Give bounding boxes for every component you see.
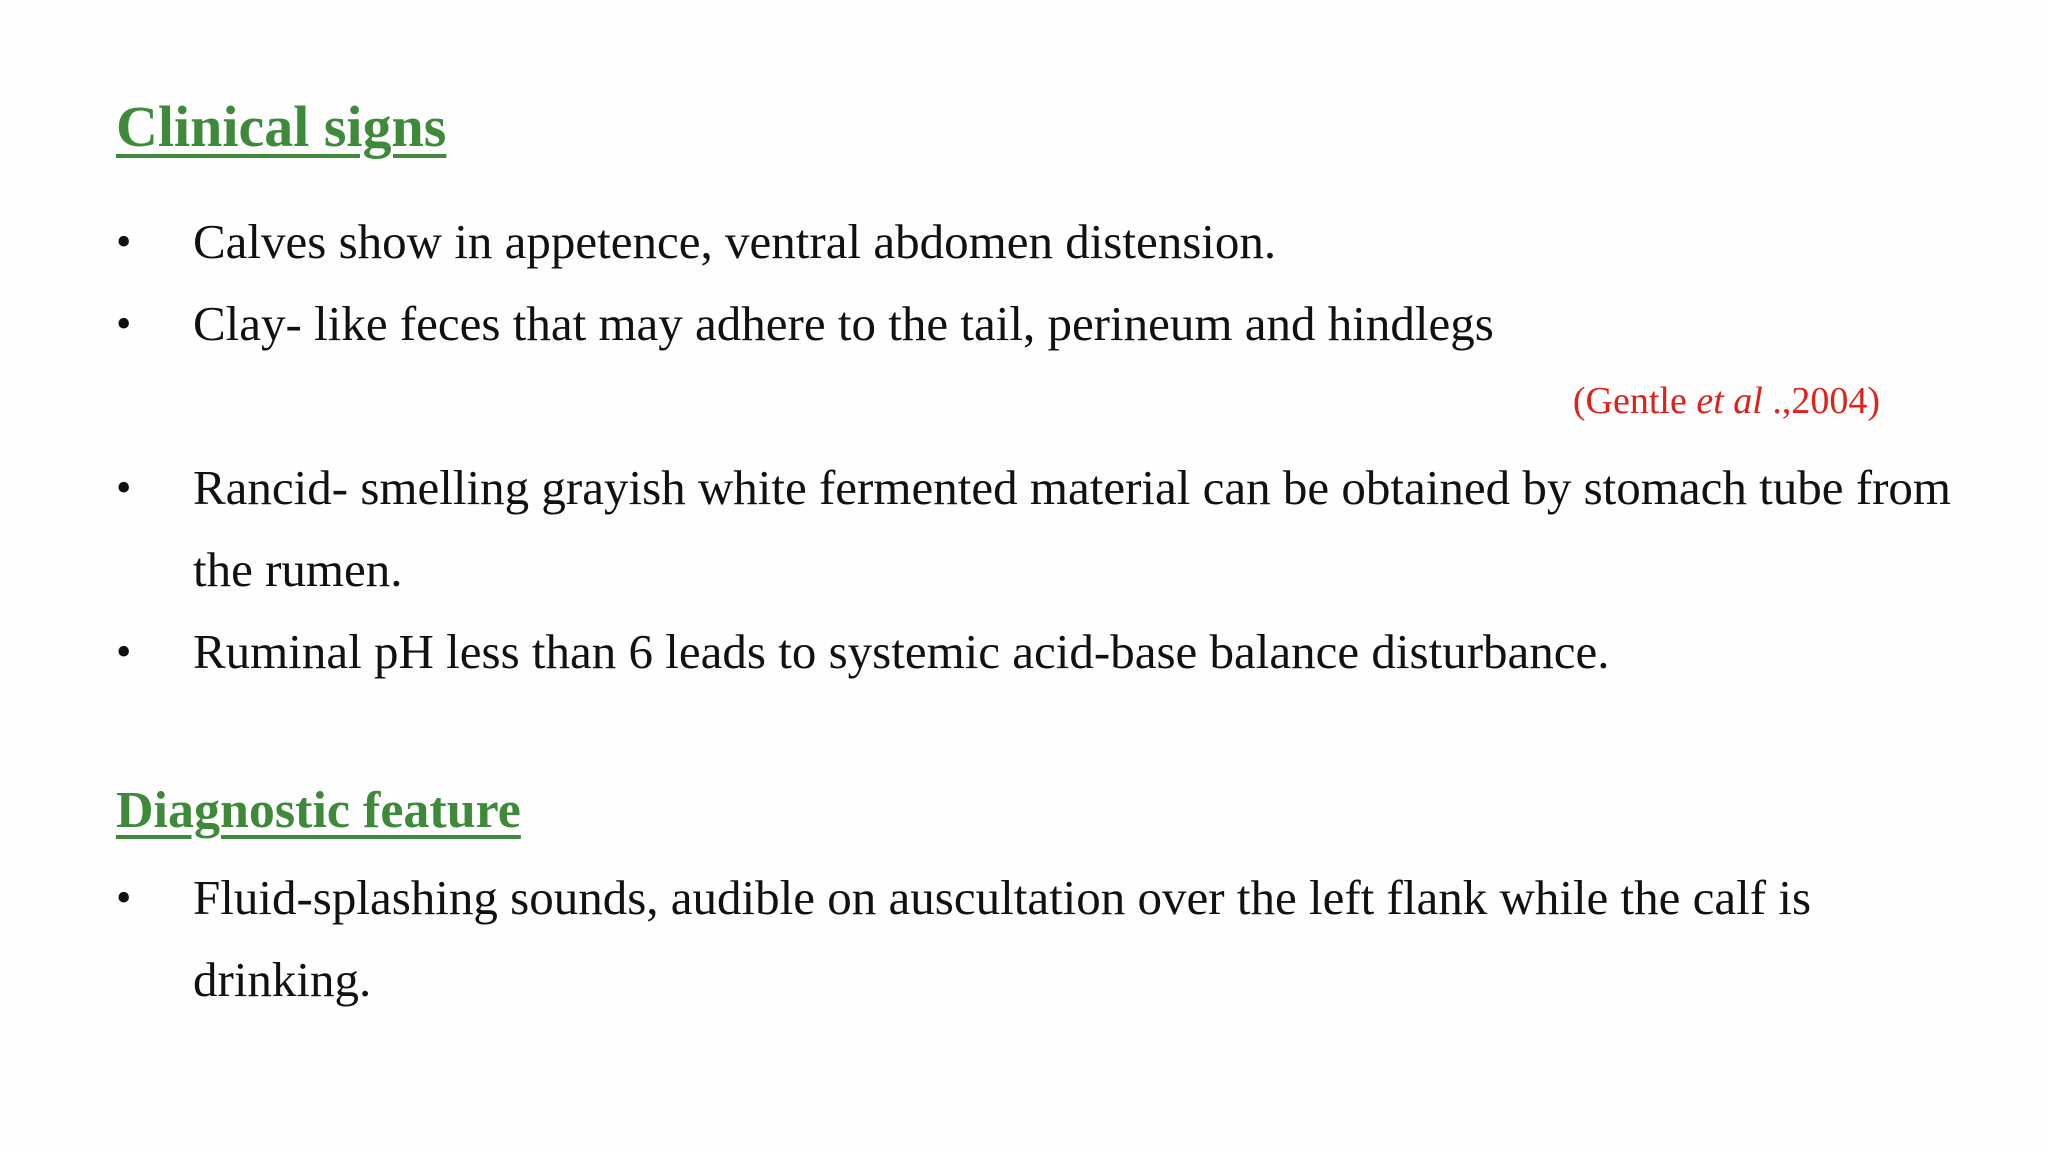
bullet-icon: •: [116, 873, 132, 922]
citation: [1573, 382, 1880, 420]
bullet-icon: •: [116, 217, 132, 266]
bullet-text: Calves show in appetence, ventral abdomen distension.: [193, 214, 1277, 269]
bullet-text: Rancid- smelling grayish white fermented material can be obtained by stomach tube from the rumen.: [193, 460, 1951, 597]
list-item: [112, 611, 1992, 693]
citation-author: (Gentle: [1572, 380, 1697, 422]
diagnostic-feature-heading: Diagnostic feature: [116, 782, 521, 839]
bullet-text: Ruminal pH less than 6 leads to systemic acid-base balance disturbance.: [193, 624, 1610, 679]
bullet-icon: •: [116, 463, 132, 512]
bullet-text: Clay- like feces that may adhere to the tail, perineum and hindlegs: [193, 296, 1494, 351]
citation-year: .,2004): [1762, 380, 1880, 422]
citation-etal: et al: [1696, 380, 1763, 422]
bullet-icon: •: [116, 627, 132, 676]
clinical-signs-heading: Clinical signs: [116, 94, 447, 159]
list-item: [112, 857, 1992, 1021]
list-item: [112, 201, 1992, 283]
bullet-icon: •: [116, 299, 132, 348]
list-item: [112, 283, 1992, 365]
bullet-text: Fluid-splashing sounds, audible on auscultation over the left flank while the calf is drinking.: [193, 870, 1812, 1007]
list-item: [112, 447, 1992, 611]
